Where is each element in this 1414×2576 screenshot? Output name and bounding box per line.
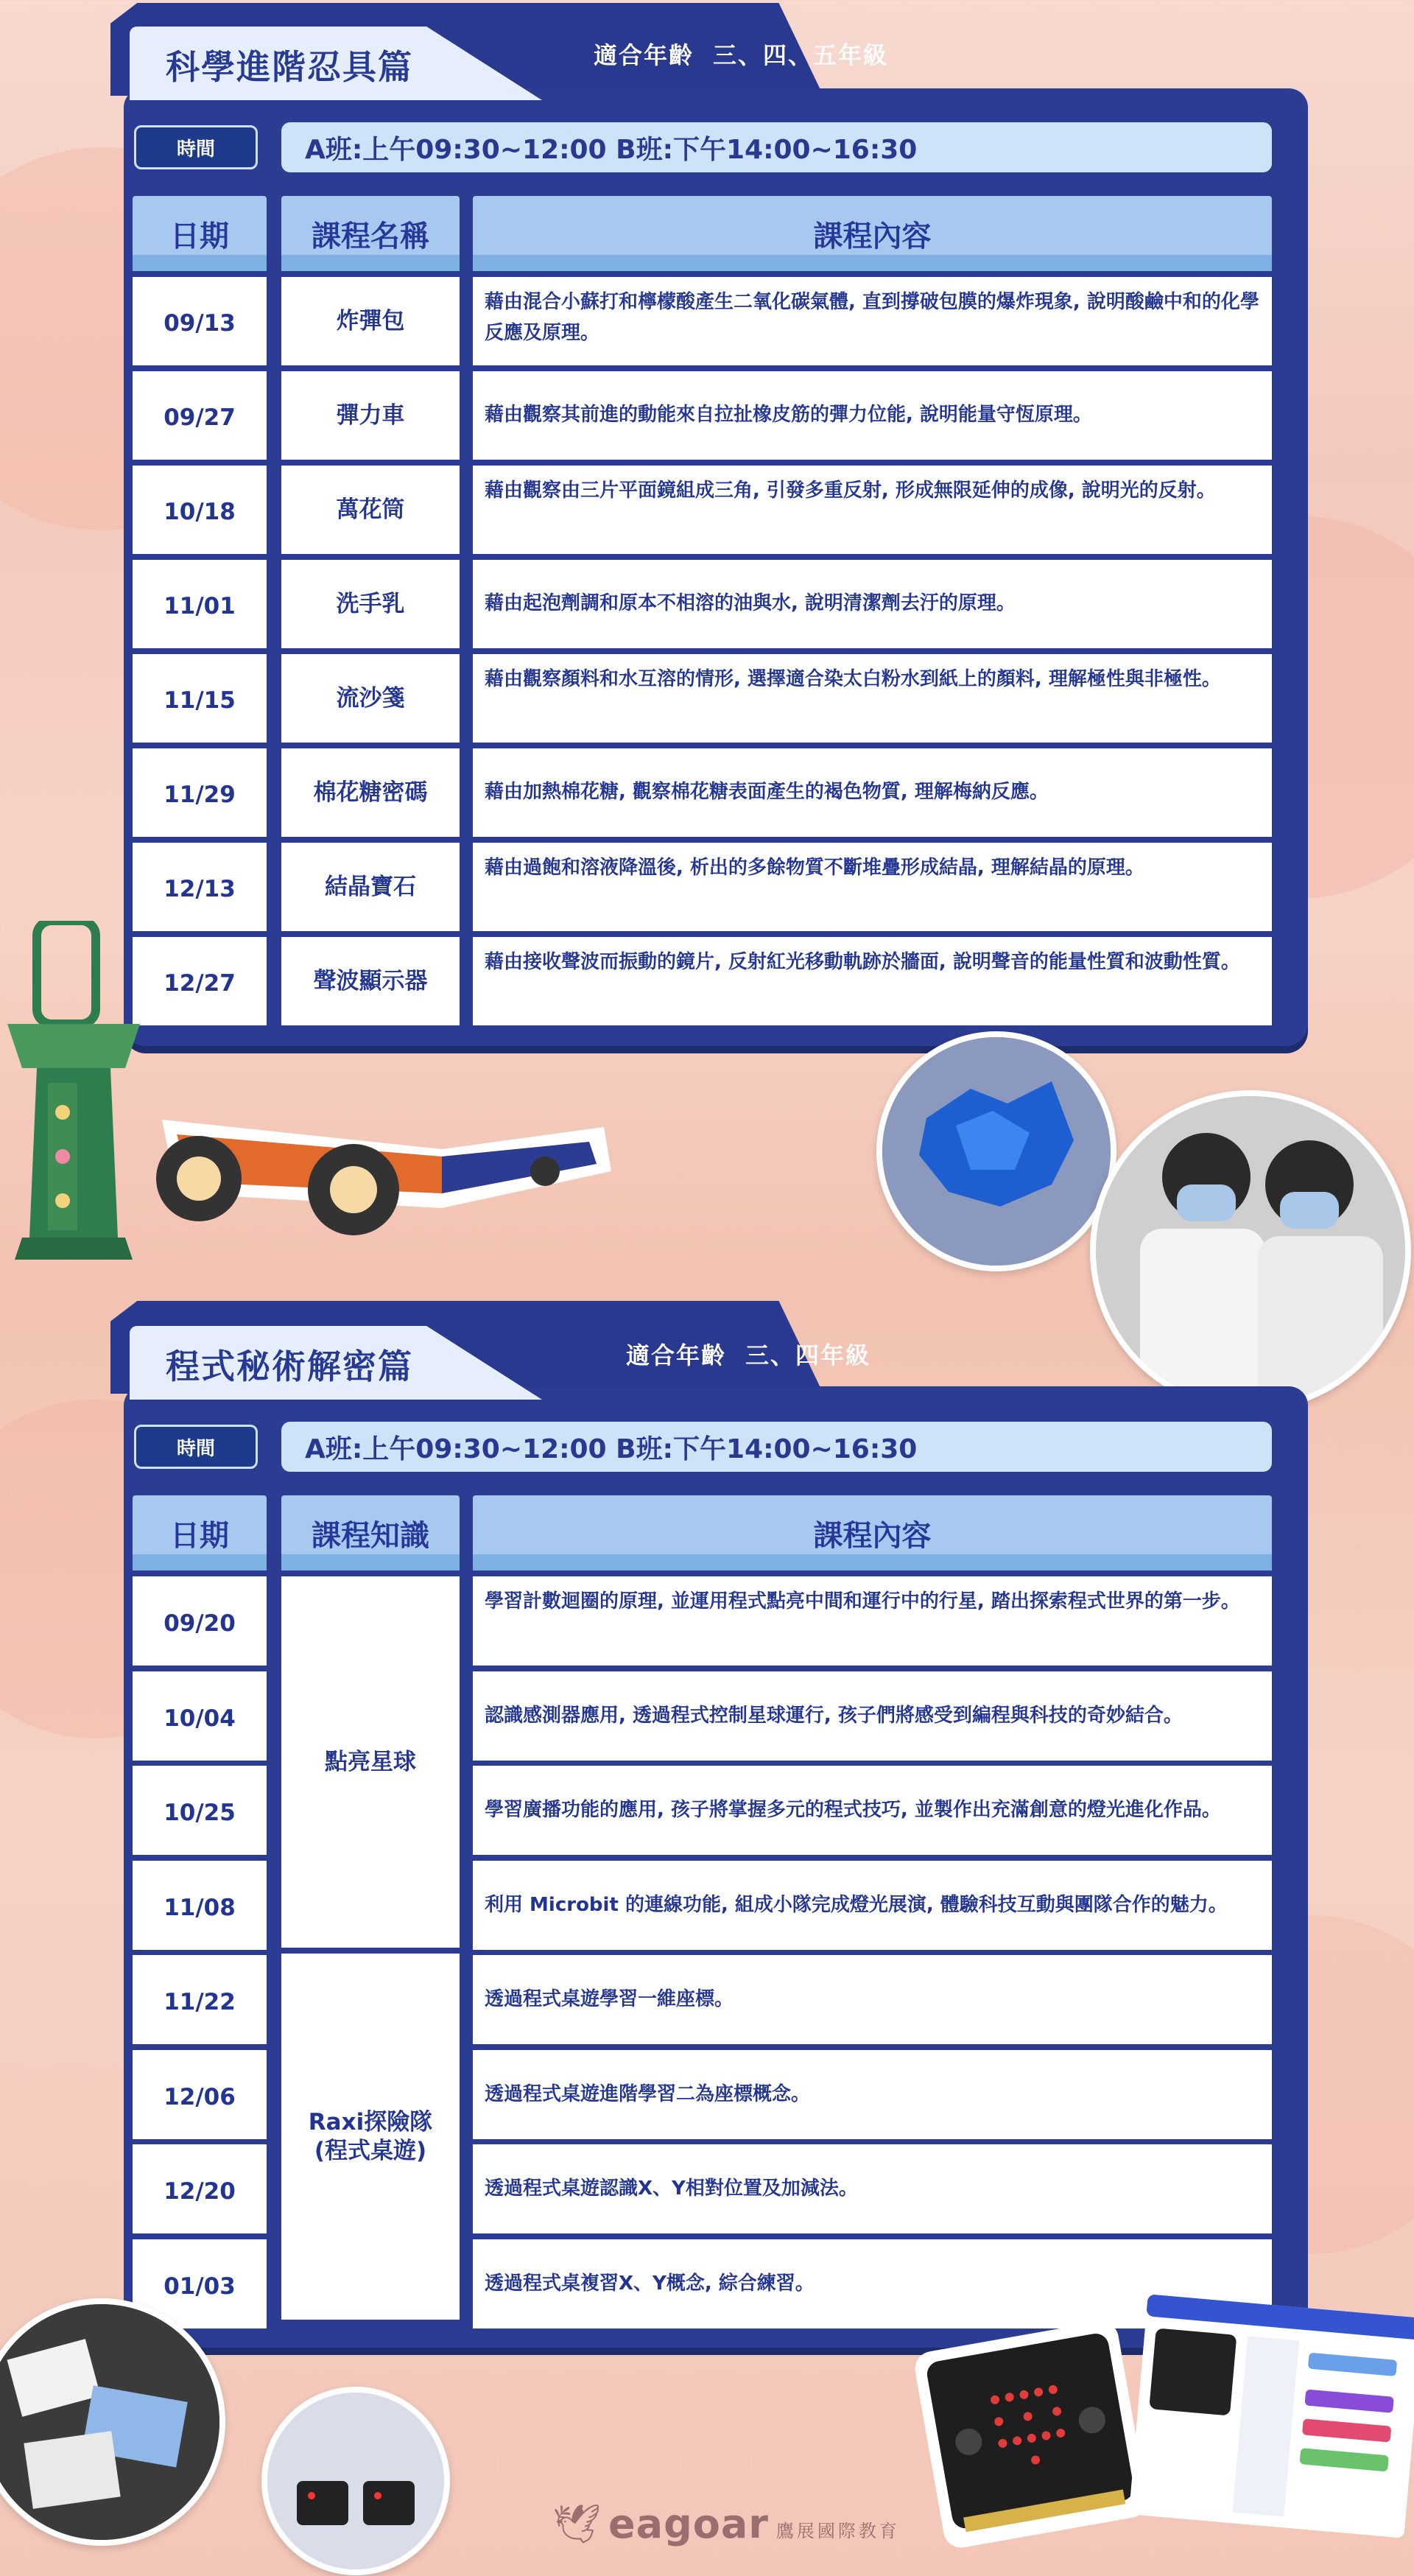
header-course-content: 課程內容	[473, 1495, 1272, 1570]
table-cell-course-content: 藉由起泡劑調和原本不相溶的油與水, 說明清潔劑去汙的原理。	[473, 560, 1272, 648]
time-value: A班:上午09:30~12:00 B班:下午14:00~16:30	[281, 122, 1272, 172]
table-cell-course-name: 聲波顯示器	[281, 937, 460, 1025]
table-cell-date: 10/18	[133, 466, 267, 554]
table-cell-date: 09/20	[133, 1576, 267, 1666]
table-cell-course-content: 學習計數迴圈的原理, 並運用程式點亮中間和運行中的行星, 踏出探索程式世界的第一步。	[473, 1576, 1272, 1666]
section1-age	[594, 37, 888, 71]
crystal-photo	[876, 1031, 1116, 1271]
table-cell-course-content: 認識感測器應用, 透過程式控制星球運行, 孩子們將感受到編程與科技的奇妙結合。	[473, 1671, 1272, 1761]
table-cell-course-content: 藉由觀察由三片平面鏡組成三角, 引發多重反射, 形成無限延伸的成像, 說明光的反射。	[473, 466, 1272, 554]
race-car-toy-image	[133, 1061, 619, 1252]
table-cell-date: 09/27	[133, 371, 267, 460]
microbit-hands-photo	[261, 2387, 450, 2575]
header-date: 日期	[133, 196, 267, 271]
section2-age	[626, 1337, 870, 1371]
section1-title: 科學進階忍具篇	[166, 47, 413, 87]
header-course-content: 課程內容	[473, 196, 1272, 271]
header-date: 日期	[133, 1495, 267, 1570]
table-cell-course-content: 透過程式桌遊進階學習二為座標概念。	[473, 2050, 1272, 2139]
makecode-screenshot-image	[1129, 2294, 1414, 2538]
table-cell-date: 11/08	[133, 1861, 267, 1950]
group-cell-light-planet: 點亮星球	[281, 1576, 460, 1948]
table-cell-course-content: 藉由觀察顏料和水互溶的情形, 選擇適合染太白粉水到紙上的顏料, 理解極性與非極性。	[473, 654, 1272, 743]
age-label: 適合年齡	[594, 41, 694, 69]
table-cell-date: 11/22	[133, 1955, 267, 2044]
table-cell-course-content: 藉由接收聲波而振動的鏡片, 反射紅光移動軌跡於牆面, 說明聲音的能量性質和波動性質。	[473, 937, 1272, 1025]
table-cell-date: 11/29	[133, 748, 267, 837]
section2-title: 程式秘術解密篇	[166, 1347, 413, 1386]
table-cell-course-content: 透過程式桌遊學習一維座標。	[473, 1955, 1272, 2044]
table-cell-date: 11/15	[133, 654, 267, 743]
students-photo	[1090, 1090, 1411, 1411]
time-value: A班:上午09:30~12:00 B班:下午14:00~16:30	[281, 1422, 1272, 1472]
logo-subtitle: 鷹展國際教育	[775, 2521, 900, 2541]
microbit-board-image	[904, 2310, 1158, 2559]
header-course-name: 課程名稱	[281, 196, 460, 271]
table-cell-date: 12/06	[133, 2050, 267, 2139]
group-cell-raxi: Raxi探險隊 (程式桌遊)	[281, 1954, 460, 2320]
table-cell-date: 10/04	[133, 1671, 267, 1761]
table-cell-course-name: 流沙箋	[281, 654, 460, 743]
age-label: 適合年齡	[626, 1341, 727, 1369]
table-cell-course-name: 棉花糖密碼	[281, 748, 460, 837]
time-label: 時間	[134, 125, 258, 169]
table-cell-course-name: 彈力車	[281, 371, 460, 460]
table-cell-course-content: 利用 Microbit 的連線功能, 組成小隊完成燈光展演, 體驗科技互動與團隊合作的魅力。	[473, 1861, 1272, 1950]
age-value: 三、四年級	[745, 1341, 871, 1369]
table-cell-date: 11/01	[133, 560, 267, 648]
table-cell-course-name: 炸彈包	[281, 277, 460, 365]
time-label: 時間	[134, 1425, 258, 1469]
table-cell-course-content: 藉由觀察其前進的動能來自拉扯橡皮筋的彈力位能, 說明能量守恆原理。	[473, 371, 1272, 460]
table-cell-course-content: 透過程式桌複習X、Y概念, 綜合練習。	[473, 2239, 1272, 2328]
table-cell-course-content: 藉由加熱棉花糖, 觀察棉花糖表面產生的褐色物質, 理解梅納反應。	[473, 748, 1272, 837]
kaleidoscope-toy-image	[7, 921, 147, 1260]
table-cell-date: 12/27	[133, 937, 267, 1025]
table-cell-course-name: 洗手乳	[281, 560, 460, 648]
table-cell-date: 09/13	[133, 277, 267, 365]
table-cell-course-content: 學習廣播功能的應用, 孩子將掌握多元的程式技巧, 並製作出充滿創意的燈光進化作品。	[473, 1766, 1272, 1855]
eagoar-logo	[552, 2501, 900, 2547]
age-value: 三、四、五年級	[713, 41, 889, 69]
table-cell-course-name: 萬花筒	[281, 466, 460, 554]
table-cell-date: 12/13	[133, 843, 267, 931]
table-cell-course-content: 透過程式桌遊認識X、Y相對位置及加減法。	[473, 2144, 1272, 2233]
header-course-knowledge: 課程知識	[281, 1495, 460, 1570]
table-cell-course-content: 藉由混合小蘇打和檸檬酸產生二氧化碳氣體, 直到撐破包膜的爆炸現象, 說明酸鹼中和的化學反應及原理。	[473, 277, 1272, 365]
table-cell-course-name: 結晶寶石	[281, 843, 460, 931]
table-cell-course-content: 藉由過飽和溶液降溫後, 析出的多餘物質不斷堆疊形成結晶, 理解結晶的原理。	[473, 843, 1272, 931]
bird-logo-icon: 🕊	[552, 2502, 602, 2547]
table-cell-date: 12/20	[133, 2144, 267, 2233]
table-cell-date: 10/25	[133, 1766, 267, 1855]
logo-brand: eagoar	[608, 2501, 769, 2547]
table-cell-date: 01/03	[133, 2239, 267, 2328]
